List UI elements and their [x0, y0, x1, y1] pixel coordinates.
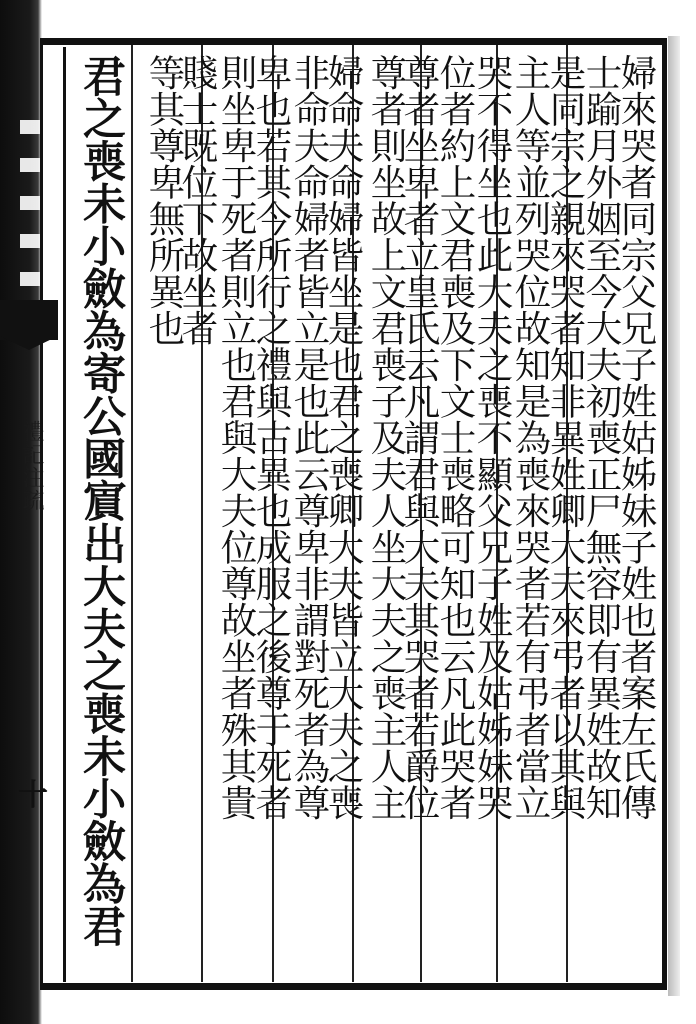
- text-column-1: 婦來哭者同宗父兄子姓姑姊妹子姓也者案左氏傳: [615, 54, 658, 821]
- text-column-3: 是同宗之親來哭者知非異姓卿大夫來弔者以其與: [544, 54, 587, 821]
- text-column-9: 婦命夫命婦皆坐是也君之喪卿大夫皆立大夫之喪: [322, 54, 365, 821]
- text-column-main-heading: 君之喪未小斂為寄公國賔出大夫之喪未小斂為君: [76, 54, 126, 947]
- text-column-7: 尊者坐卑者立皇氏云凡謂君與大夫其哭者若爵位: [398, 54, 441, 821]
- text-column-12: 則坐卑于死者則立也君與大夫位尊故坐者殊其貴: [215, 54, 258, 821]
- text-column-5: 哭不得坐也此大夫之喪不顯父兄子姓及姑姊妹哭: [471, 54, 514, 821]
- folio-number: 十: [18, 778, 48, 813]
- margin-book-title: 禮記注疏: [19, 420, 44, 512]
- text-column-11: 卑也若其今所行之禮與古異也成服之後尊于死者: [250, 54, 293, 821]
- text-column-4: 主人等並列哭位故知是為喪來哭者若有弔者當立: [509, 54, 552, 821]
- text-column-6: 位者約上文君喪及下文士喪略可知也云凡此哭者: [434, 54, 477, 821]
- text-column-8: 尊者則坐故上文君喪子及夫人坐大夫之喪主人主: [365, 54, 408, 821]
- page-edge-shadow: [668, 36, 680, 996]
- text-column-2: 士踰月外姻至今大夫初喪正尸無容即有異姓故知: [580, 54, 623, 821]
- text-column-14: 等其尊卑無所異也: [143, 54, 186, 346]
- text-column-13: 賤士既位下故坐者: [176, 54, 219, 346]
- binding-edge: [0, 0, 42, 1024]
- text-column-10: 非命夫命婦者皆立是也此云尊卑非謂對死者為尊: [288, 54, 331, 821]
